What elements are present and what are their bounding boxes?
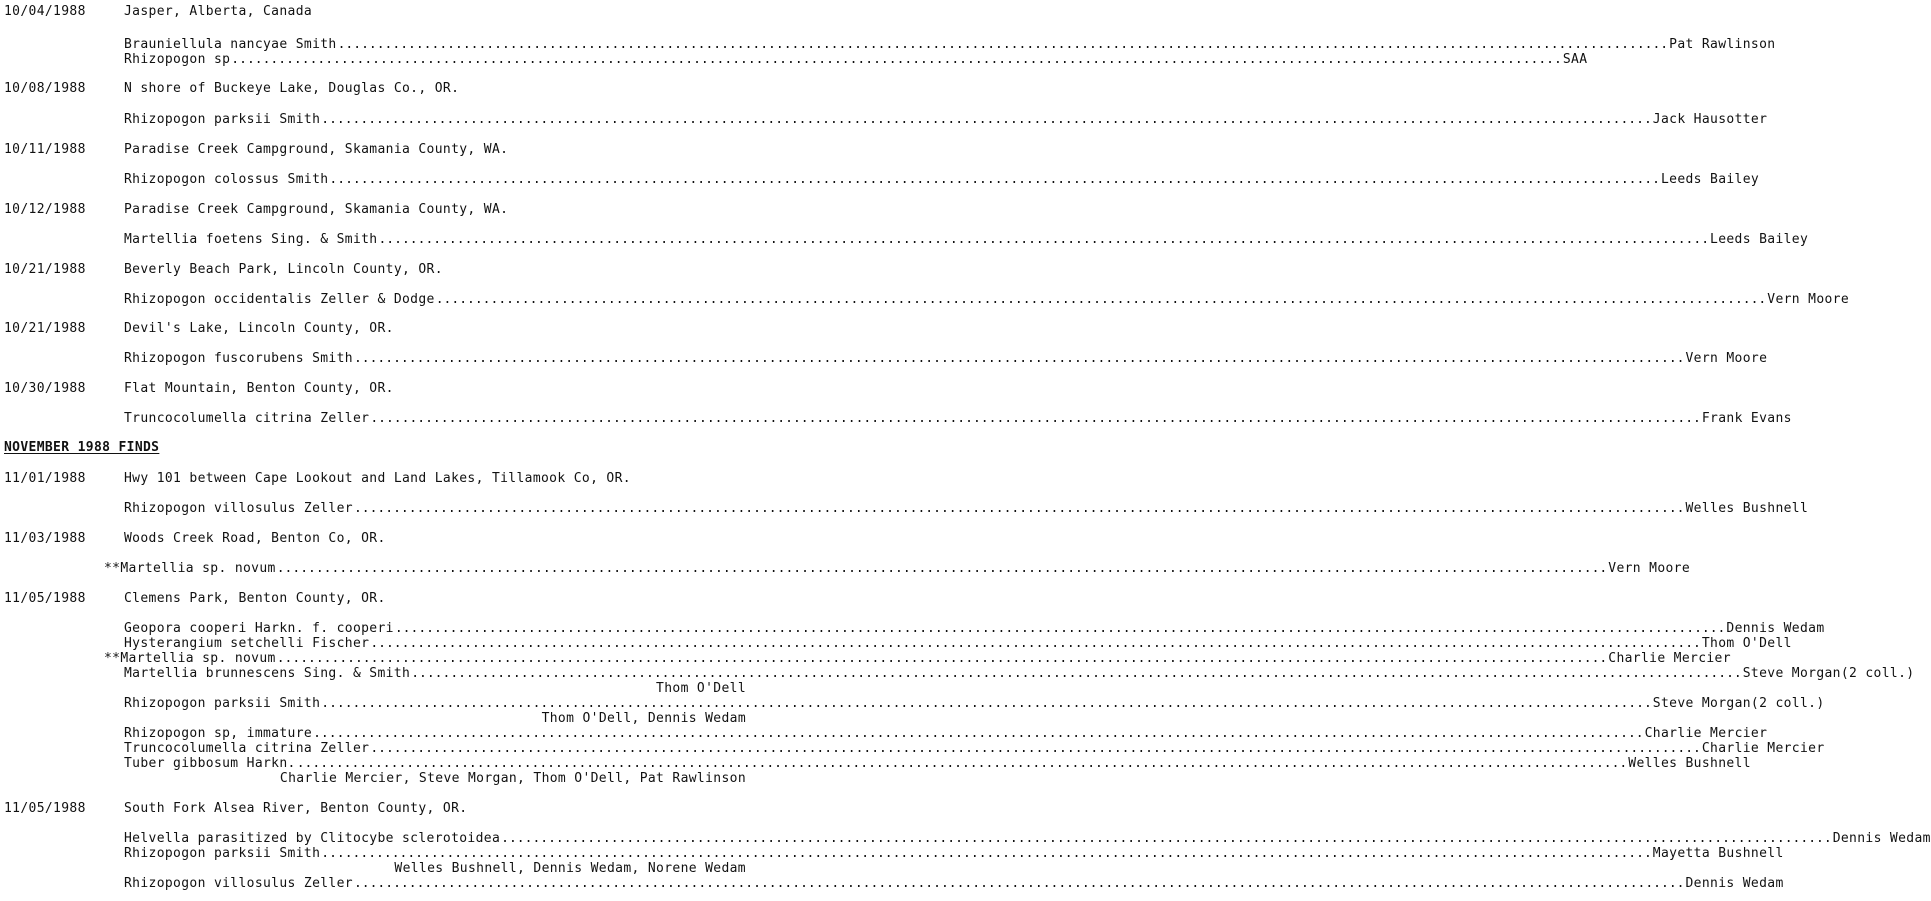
finder-name: Charlie Mercier bbox=[1608, 651, 1731, 666]
entry-location: N shore of Buckeye Lake, Douglas Co., OR. bbox=[124, 81, 460, 96]
species-name: **Martellia sp. novum bbox=[104, 561, 276, 576]
species-name: Martellia brunnescens Sing. & Smith bbox=[124, 666, 411, 681]
find-row bbox=[124, 411, 1792, 426]
species-name: Rhizopogon occidentalis Zeller & Dodge bbox=[124, 292, 435, 307]
species-name: Rhizopogon parksii Smith bbox=[124, 846, 321, 861]
dot-leader: .......................................................................................................................................................................... bbox=[321, 696, 1652, 711]
find-row bbox=[124, 756, 1751, 771]
entry-location: Paradise Creek Campground, Skamania County, WA. bbox=[124, 142, 509, 157]
find-row bbox=[124, 232, 1809, 247]
dot-leader: .......................................................................................................................................................................... bbox=[353, 351, 1685, 366]
entry-date: 10/08/1988 bbox=[4, 81, 86, 96]
entry-location: Hwy 101 between Cape Lookout and Land Lakes, Tillamook Co, OR. bbox=[124, 471, 631, 486]
finder-name: Mayetta Bushnell bbox=[1652, 846, 1784, 861]
finder-name: Vern Moore bbox=[1767, 292, 1850, 307]
find-row bbox=[124, 351, 1768, 366]
species-name: Rhizopogon parksii Smith bbox=[124, 112, 321, 127]
entry-date: 10/11/1988 bbox=[4, 142, 86, 157]
find-row bbox=[124, 846, 1784, 861]
dot-leader: .......................................................................................................................................................................... bbox=[353, 876, 1685, 891]
finder-name: Pat Rawlinson bbox=[1669, 37, 1776, 52]
finder-name: Frank Evans bbox=[1701, 411, 1792, 426]
section-heading: NOVEMBER 1988 FINDS bbox=[4, 440, 160, 455]
dot-leader: .......................................................................................................................................................................... bbox=[411, 666, 1742, 681]
dot-leader: .......................................................................................................................................................................... bbox=[321, 846, 1652, 861]
species-name: Rhizopogon villosulus Zeller bbox=[124, 876, 353, 891]
species-name: Brauniellula nancyae Smith bbox=[124, 37, 337, 52]
find-row bbox=[124, 741, 1825, 756]
find-row bbox=[124, 37, 1776, 52]
find-row bbox=[124, 112, 1768, 127]
entry-date: 10/21/1988 bbox=[4, 262, 86, 277]
entry-location: Woods Creek Road, Benton Co, OR. bbox=[124, 531, 386, 546]
species-name: Truncocolumella citrina Zeller bbox=[124, 741, 370, 756]
dot-leader: .......................................................................................................................................................................... bbox=[378, 232, 1710, 247]
find-row bbox=[124, 501, 1809, 516]
entry-location: Beverly Beach Park, Lincoln County, OR. bbox=[124, 262, 443, 277]
finder-name: Leeds Bailey bbox=[1710, 232, 1809, 247]
entry-location: Flat Mountain, Benton County, OR. bbox=[124, 381, 394, 396]
finder-name: Dennis Wedam bbox=[1685, 876, 1784, 891]
species-name: Rhizopogon villosulus Zeller bbox=[124, 501, 353, 516]
entry-date: 10/30/1988 bbox=[4, 381, 86, 396]
dot-leader: .......................................................................................................................................................................... bbox=[296, 756, 1628, 771]
entry-date: 11/05/1988 bbox=[4, 591, 86, 606]
dot-leader: .......................................................................................................................................................................... bbox=[337, 37, 1669, 52]
entry-location: South Fork Alsea River, Benton County, OR. bbox=[124, 801, 468, 816]
find-row bbox=[124, 292, 1850, 307]
entry-location: Devil's Lake, Lincoln County, OR. bbox=[124, 321, 394, 336]
find-row bbox=[124, 666, 1915, 681]
finder-continuation: Thom O'Dell, Dennis Wedam bbox=[541, 711, 746, 726]
species-name: Truncocolumella citrina Zeller bbox=[124, 411, 370, 426]
entry-date: 11/03/1988 bbox=[4, 531, 86, 546]
dot-leader: .......................................................................................................................................................................... bbox=[276, 561, 1608, 576]
entry-location: Jasper, Alberta, Canada bbox=[124, 4, 313, 19]
dot-leader: .......................................................................................................................................................................... bbox=[370, 411, 1701, 426]
dot-leader: .......................................................................................................................................................................... bbox=[276, 651, 1608, 666]
finder-name: Jack Hausotter bbox=[1652, 112, 1768, 127]
finder-name: Charlie Mercier bbox=[1701, 741, 1825, 756]
finder-continuation: Thom O'Dell bbox=[656, 681, 746, 696]
finder-name: Steve Morgan(2 coll.) bbox=[1742, 666, 1915, 681]
dot-leader: .......................................................................................................................................................................... bbox=[353, 501, 1685, 516]
finder-continuation: Welles Bushnell, Dennis Wedam, Norene Wedam bbox=[394, 861, 746, 876]
species-name: Helvella parasitized by Clitocybe sclerotoidea bbox=[124, 831, 501, 846]
species-name: Rhizopogon sp bbox=[124, 52, 231, 67]
dot-leader: .......................................................................................................................................................................... bbox=[313, 726, 1644, 741]
find-row bbox=[124, 52, 1588, 67]
species-name: Rhizopogon sp, immature bbox=[124, 726, 313, 741]
finder-name: Charlie Mercier bbox=[1644, 726, 1768, 741]
species-name: Tuber gibbosum Harkn. bbox=[124, 756, 296, 771]
dot-leader: .......................................................................................................................................................................... bbox=[370, 636, 1701, 651]
finder-name: Vern Moore bbox=[1608, 561, 1691, 576]
find-row bbox=[124, 172, 1760, 187]
entry-location: Paradise Creek Campground, Skamania County, WA. bbox=[124, 202, 509, 217]
species-name: Martellia foetens Sing. & Smith bbox=[124, 232, 378, 247]
finder-name: Welles Bushnell bbox=[1685, 501, 1809, 516]
entry-date: 10/21/1988 bbox=[4, 321, 86, 336]
species-name: Rhizopogon colossus Smith bbox=[124, 172, 329, 187]
finder-name: Welles Bushnell bbox=[1628, 756, 1751, 771]
finder-continuation: Charlie Mercier, Steve Morgan, Thom O'Dell, Pat Rawlinson bbox=[279, 771, 746, 786]
species-name: Geopora cooperi Harkn. f. cooperi bbox=[124, 621, 394, 636]
finder-name: Thom O'Dell bbox=[1701, 636, 1792, 651]
dot-leader: .......................................................................................................................................................................... bbox=[394, 621, 1726, 636]
find-row bbox=[124, 696, 1825, 711]
dot-leader: .......................................................................................................................................................................... bbox=[435, 292, 1767, 307]
find-row bbox=[124, 726, 1768, 741]
dot-leader: .......................................................................................................................................................................... bbox=[231, 52, 1562, 67]
find-row bbox=[124, 621, 1825, 636]
find-row bbox=[124, 831, 1931, 846]
entry-date: 11/01/1988 bbox=[4, 471, 86, 486]
find-row bbox=[124, 876, 1784, 891]
dot-leader: .......................................................................................................................................................................... bbox=[501, 831, 1832, 846]
entry-date: 11/05/1988 bbox=[4, 801, 86, 816]
find-row bbox=[104, 561, 1691, 576]
finder-name: Steve Morgan(2 coll.) bbox=[1652, 696, 1825, 711]
species-name: Hysterangium setchelli Fischer bbox=[124, 636, 370, 651]
finder-name: Dennis Wedam bbox=[1726, 621, 1825, 636]
species-name: **Martellia sp. novum bbox=[104, 651, 276, 666]
dot-leader: .......................................................................................................................................................................... bbox=[370, 741, 1701, 756]
species-name: Rhizopogon parksii Smith bbox=[124, 696, 321, 711]
finder-name: SAA bbox=[1562, 52, 1588, 67]
dot-leader: .......................................................................................................................................................................... bbox=[321, 112, 1652, 127]
species-name: Rhizopogon fuscorubens Smith bbox=[124, 351, 353, 366]
entry-date: 10/04/1988 bbox=[4, 4, 86, 19]
find-row bbox=[104, 651, 1731, 666]
finder-name: Dennis Wedam bbox=[1832, 831, 1931, 846]
entry-date: 10/12/1988 bbox=[4, 202, 86, 217]
dot-leader: .......................................................................................................................................................................... bbox=[329, 172, 1660, 187]
entry-location: Clemens Park, Benton County, OR. bbox=[124, 591, 386, 606]
finder-name: Vern Moore bbox=[1685, 351, 1768, 366]
find-row bbox=[124, 636, 1792, 651]
finder-name: Leeds Bailey bbox=[1660, 172, 1760, 187]
